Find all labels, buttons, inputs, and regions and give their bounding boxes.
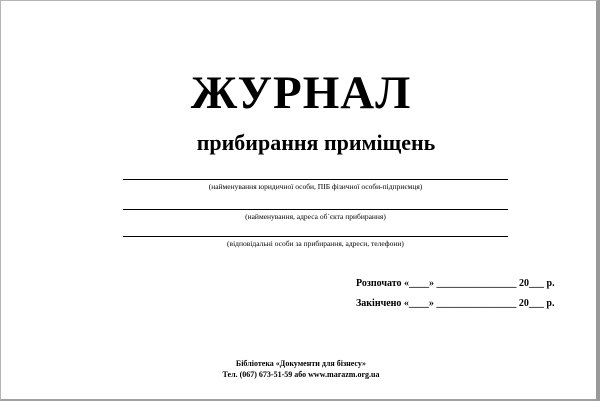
publisher-name: Бібліотека «Документи для бізнесу» bbox=[235, 359, 367, 368]
organization-name-caption: (найменування юридичної особи, ПІБ фізичної особи-підприємця) bbox=[208, 182, 423, 191]
started-date-line: Розпочато «____» ________________ 20___ р. bbox=[356, 278, 555, 289]
cleaning-object-line bbox=[123, 209, 508, 210]
publisher-contacts: Тел. (067) 673-51-59 або www.marazm.org.ua bbox=[222, 370, 380, 379]
responsible-persons-line bbox=[123, 236, 508, 237]
document-subtitle: прибирання приміщень bbox=[196, 130, 436, 155]
finished-date-line: Закінчено «____» ________________ 20___ р. bbox=[356, 298, 555, 309]
organization-name-line bbox=[123, 179, 508, 180]
document-title: ЖУРНАЛ bbox=[190, 67, 412, 119]
responsible-persons-caption: (відповідальні особи за прибирання, адреси, телефони) bbox=[227, 239, 404, 248]
cleaning-object-caption: (найменування, адреса об`єкта прибирання) bbox=[245, 212, 386, 221]
